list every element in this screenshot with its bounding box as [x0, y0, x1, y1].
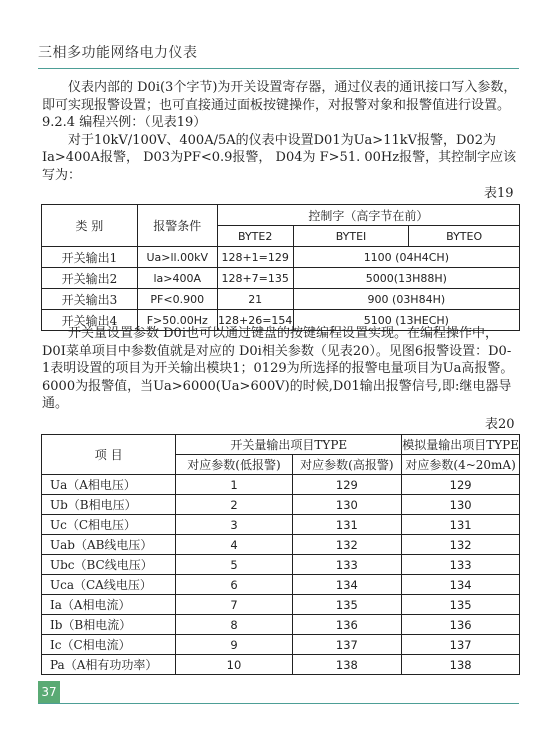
- page-header: [38, 42, 519, 62]
- table-row: [42, 555, 520, 575]
- t19-byte10: 5100 (13HECH): [293, 310, 519, 331]
- t19-header-byte0: BYTEO: [409, 226, 520, 247]
- t19-byte2: 128+7=135: [217, 268, 293, 289]
- t20-analog: 135: [402, 595, 520, 615]
- table-row: [42, 635, 520, 655]
- t20-high: 132: [292, 535, 402, 555]
- t19-type: 开关输出4: [42, 310, 138, 331]
- t19-byte2: 128+1=129: [217, 247, 293, 268]
- t19-condition: Ua>ll.00kV: [137, 247, 217, 268]
- table-20: [41, 434, 520, 675]
- table-row: [42, 615, 520, 635]
- t20-analog: 130: [402, 495, 520, 515]
- t20-analog: 131: [402, 515, 520, 535]
- t20-analog: 138: [402, 655, 520, 675]
- t20-analog: 137: [402, 635, 520, 655]
- t20-sub-low: 对应参数(低报警): [176, 455, 292, 475]
- t19-header-control: 控制字（高字节在前）: [217, 205, 519, 226]
- t20-item: Uc（C相电压）: [42, 515, 176, 535]
- t20-item: Ubc（BC线电压）: [42, 555, 176, 575]
- table-row: [42, 655, 520, 675]
- t20-low: 5: [176, 555, 292, 575]
- t19-header-type: 类 别: [42, 205, 138, 247]
- t20-item: Ua（A相电压）: [42, 475, 176, 495]
- table-row: [42, 475, 520, 495]
- t20-item: Uca（CA线电压）: [42, 575, 176, 595]
- intro-block: [42, 79, 518, 184]
- t19-type: 开关输出2: [42, 268, 138, 289]
- t19-type: 开关输出1: [42, 247, 138, 268]
- t20-high: 130: [292, 495, 402, 515]
- table-19: [41, 204, 520, 331]
- t20-header-item: 项 目: [42, 435, 176, 475]
- table-row: [42, 289, 520, 310]
- programming-paragraph: [42, 325, 518, 413]
- table-row: [42, 495, 520, 515]
- t19-condition: la>400A: [137, 268, 217, 289]
- t19-condition: F>50.00Hz: [137, 310, 217, 331]
- header-rule: [38, 68, 519, 69]
- t20-low: 7: [176, 595, 292, 615]
- t20-item: Ib（B相电流）: [42, 615, 176, 635]
- table20-caption: 表20: [485, 417, 515, 432]
- table-row: [42, 595, 520, 615]
- t19-header-byte2: BYTE2: [217, 226, 293, 247]
- t19-byte10: 1100 (04H4CH): [293, 247, 519, 268]
- t20-low: 4: [176, 535, 292, 555]
- t20-low: 8: [176, 615, 292, 635]
- t19-type: 开关输出3: [42, 289, 138, 310]
- t20-item: Ub（B相电压）: [42, 495, 176, 515]
- t20-low: 10: [176, 655, 292, 675]
- footer-rule: [38, 703, 519, 704]
- t20-high: 138: [292, 655, 402, 675]
- t20-low: 6: [176, 575, 292, 595]
- t19-byte10: 5000(13H88H): [293, 268, 519, 289]
- table-row: [42, 575, 520, 595]
- t20-sub-analog: 对应参数(4~20mA): [402, 455, 520, 475]
- t20-analog: 129: [402, 475, 520, 495]
- t20-item: Pa（A相有功功率）: [42, 655, 176, 675]
- t20-sub-high: 对应参数(高报警): [292, 455, 402, 475]
- t20-low: 1: [176, 475, 292, 495]
- paragraph-3: 开关量设置参数 D0i也可以通过键盘的按键编程设置实现。在编程操作中， D0I菜单项目中参数值就是对应的 D0i相关参数（见表20）。见图6报警设置：D0-1表明设置的项目为开关输出模块1；0129为所选择的报警电量项目为Ua高报警。6000为报警值，当Ua>6000(Ua>600V)的时候,D01输出报警信号,即:继电器导通。: [42, 326, 514, 411]
- t19-condition: PF<0.900: [137, 289, 217, 310]
- table-row: [42, 247, 520, 268]
- t19-byte2: 128+26=154: [217, 310, 293, 331]
- t20-analog: 132: [402, 535, 520, 555]
- t20-analog: 136: [402, 615, 520, 635]
- t20-item: Ic（C相电流）: [42, 635, 176, 655]
- table19-caption: 表19: [484, 186, 514, 201]
- t20-low: 9: [176, 635, 292, 655]
- table-row: [42, 268, 520, 289]
- t19-header-byte1: BYTEI: [293, 226, 409, 247]
- t20-high: 134: [292, 575, 402, 595]
- t20-high: 135: [292, 595, 402, 615]
- t19-byte2: 21: [217, 289, 293, 310]
- t20-header-analog: 模拟量输出项目TYPE: [402, 435, 520, 455]
- t20-high: 137: [292, 635, 402, 655]
- t19-header-condition: 报警条件: [137, 205, 217, 247]
- t20-high: 133: [292, 555, 402, 575]
- paragraph-2: 对于10kV/100V、400A/5A的仪表中设置D01为Ua>11kV报警，D02为Ia>400A报警， D03为PF<0.9报警， D04为 F>51. 00Hz报警，其控制字应该写为：: [42, 132, 517, 183]
- t20-analog: 134: [402, 575, 520, 595]
- t20-high: 136: [292, 615, 402, 635]
- t20-low: 2: [176, 495, 292, 515]
- t20-analog: 133: [402, 555, 520, 575]
- t20-item: Ia（A相电流）: [42, 595, 176, 615]
- t20-low: 3: [176, 515, 292, 535]
- table-row: [42, 515, 520, 535]
- paragraph-1: 仪表内部的 D0i(3个字节)为开关设置寄存器，通过仪表的通讯接口写入参数，即可实现报警设置；也可直接通过面板按键操作，对报警对象和报警值进行设置。: [42, 80, 517, 113]
- table-row: [42, 535, 520, 555]
- t20-high: 129: [292, 475, 402, 495]
- page-number-badge: 37: [38, 681, 60, 703]
- t20-high: 131: [292, 515, 402, 535]
- header-title: 三相多功能网络电力仪表: [38, 45, 198, 61]
- section-heading: 9.2.4 编程兴例：（见表19）: [42, 115, 207, 130]
- t20-header-switch: 开关量输出项目TYPE: [176, 435, 402, 455]
- t19-byte10: 900 (03H84H): [293, 289, 519, 310]
- t20-item: Uab（AB线电压）: [42, 535, 176, 555]
